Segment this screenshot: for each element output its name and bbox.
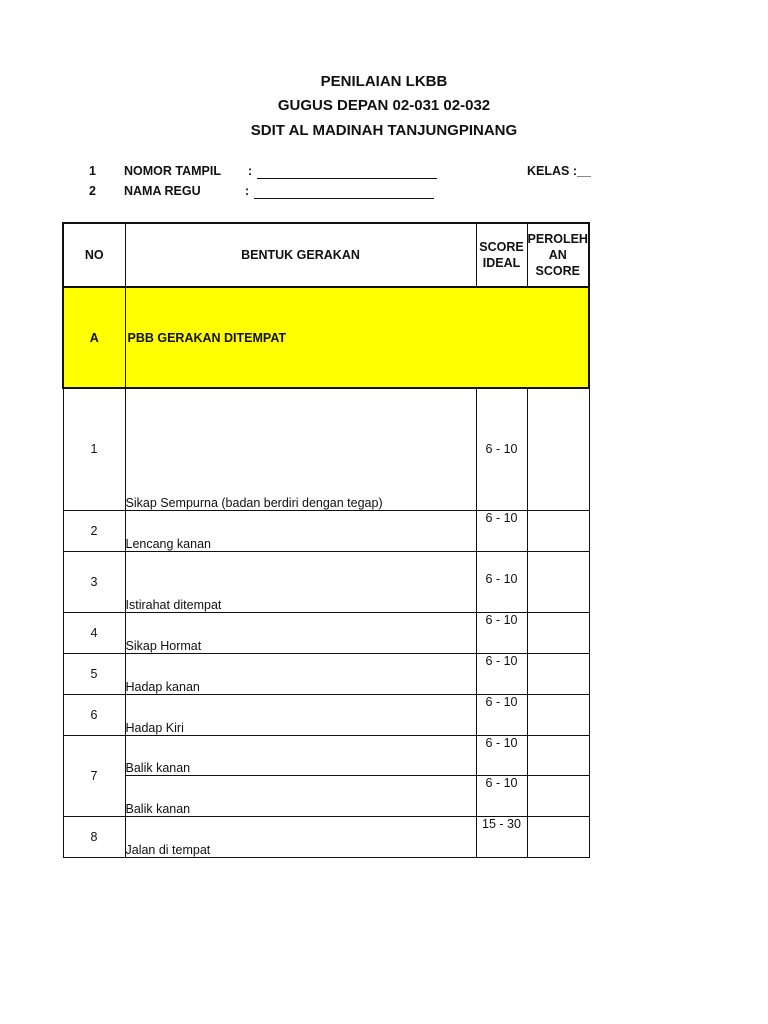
table-row [63,388,589,510]
header-row [63,223,589,287]
nama-regu-blank[interactable] [254,198,434,199]
section-code: A [63,287,125,388]
table-row [63,653,589,694]
row-gerakan: Balik kanan [125,775,476,816]
row-number: 8 [63,816,125,857]
row-perolehan-input[interactable] [527,551,589,612]
row-score-ideal: 6 - 10 [476,551,527,612]
row-score-ideal: 6 - 10 [476,510,527,551]
table-row [63,510,589,551]
kelas-label: KELAS :__ [527,164,591,178]
nomor-tampil-blank[interactable] [257,178,437,179]
header-bentuk-gerakan: BENTUK GERAKAN [125,223,476,287]
table-row [63,816,589,857]
table-row [63,775,589,816]
nama-regu-label: NAMA REGU [124,184,201,198]
header-no: NO [63,223,125,287]
nomor-tampil-label: NOMOR TAMPIL [124,164,221,178]
score-table [62,222,590,858]
row-score-ideal: 6 - 10 [476,612,527,653]
row-gerakan: Sikap Sempurna (badan berdiri dengan tegap) [125,388,476,510]
nama-regu-colon: : [245,184,250,198]
row-number: 7 [63,735,125,816]
row-perolehan-input[interactable] [527,388,589,510]
row-score-ideal: 6 - 10 [476,653,527,694]
title-school: SDIT AL MADINAH TANJUNGPINANG [250,122,518,139]
row-gerakan: Istirahat ditempat [125,551,476,612]
row-perolehan-input[interactable] [527,612,589,653]
table-row [63,612,589,653]
row-gerakan: Lencang kanan [125,510,476,551]
row-perolehan-input[interactable] [527,694,589,735]
row-perolehan-input[interactable] [527,735,589,775]
row-number: 2 [63,510,125,551]
row-gerakan: Balik kanan [125,735,476,775]
row-score-ideal: 15 - 30 [476,816,527,857]
row-perolehan-input[interactable] [527,816,589,857]
table-row [63,735,589,775]
row-perolehan-input[interactable] [527,775,589,816]
header-score-ideal: SCORE IDEAL [476,223,527,287]
row-gerakan: Hadap Kiri [125,694,476,735]
row-score-ideal: 6 - 10 [476,694,527,735]
title-penilaian: PENILAIAN LKBB [320,73,448,90]
header-perolehan-score: PEROLEH AN SCORE [527,223,589,287]
row-number: 1 [63,388,125,510]
title-gugus-depan: GUGUS DEPAN 02-031 02-032 [277,97,491,114]
row-perolehan-input[interactable] [527,510,589,551]
row-gerakan: Sikap Hormat [125,612,476,653]
row-number: 4 [63,612,125,653]
row-number: 5 [63,653,125,694]
row-number: 6 [63,694,125,735]
section-row [63,287,589,388]
table-row [63,551,589,612]
row-score-ideal: 6 - 10 [476,388,527,510]
section-title: PBB GERAKAN DITEMPAT [125,287,589,388]
nomor-tampil-colon: : [248,164,253,178]
row-perolehan-input[interactable] [527,653,589,694]
row-gerakan: Jalan di tempat [125,816,476,857]
row-number: 3 [63,551,125,612]
table-row [63,694,589,735]
row-score-ideal: 6 - 10 [476,775,527,816]
field-number-2: 2 [89,184,96,198]
field-number-1: 1 [89,164,96,178]
row-score-ideal: 6 - 10 [476,735,527,775]
row-gerakan: Hadap kanan [125,653,476,694]
